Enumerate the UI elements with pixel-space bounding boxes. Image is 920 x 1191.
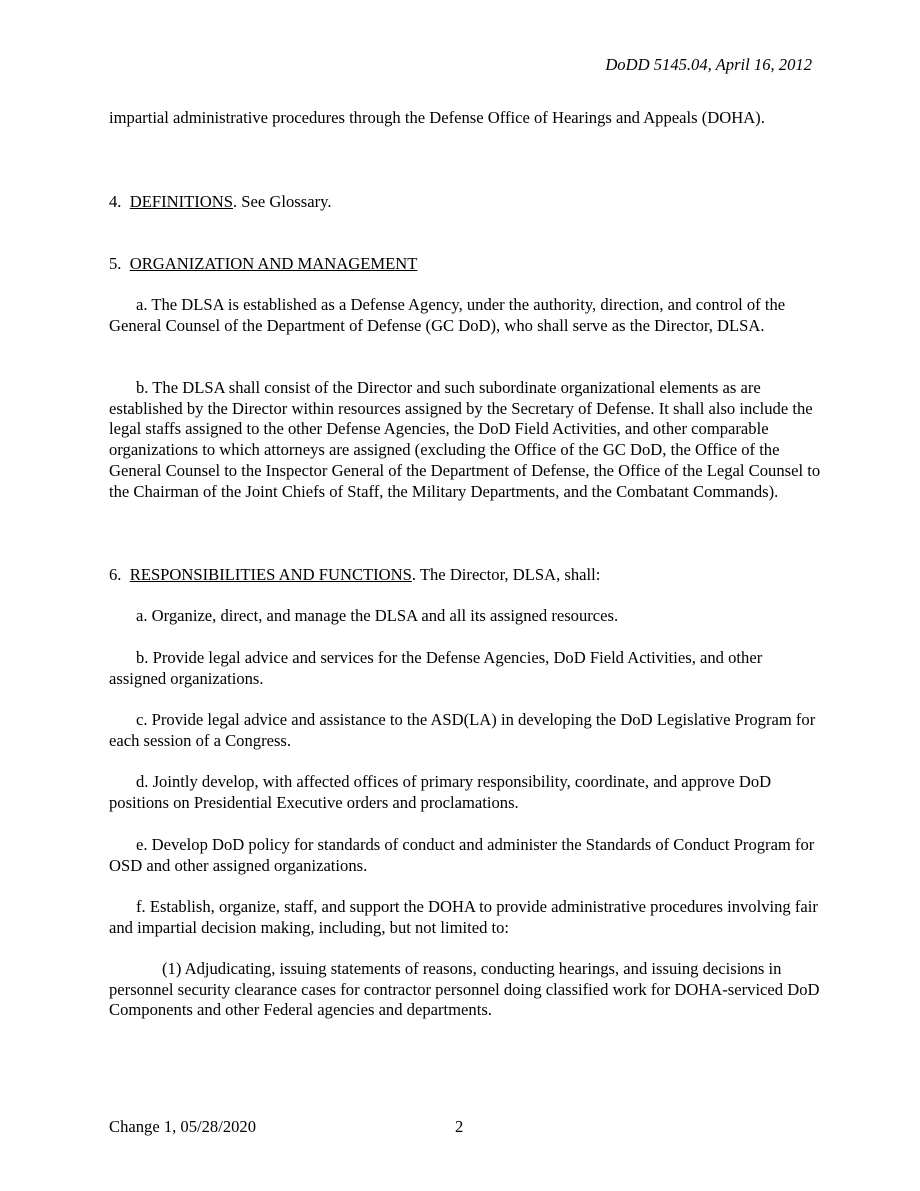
section-6-intro: . The Director, DLSA, shall: <box>411 565 601 584</box>
footer-change-note: Change 1, 05/28/2020 <box>109 1117 257 1136</box>
section-5-title: ORGANIZATION AND MANAGEMENT <box>129 254 418 273</box>
section-6-heading <box>109 565 821 586</box>
section-6f1-paragraph: (1) Adjudicating, issuing statements of reasons, conducting hearings, and issuing decisions in personnel security clearance cases for contractor personnel doing classified work for DOHA-serviced DoD Components and other Federal agencies and departments. <box>109 959 820 1020</box>
continuation-paragraph: impartial administrative procedures through the Defense Office of Hearings and Appeals (DOHA). <box>109 108 765 127</box>
section-6a-paragraph: a. Organize, direct, and manage the DLSA and all its assigned resources. <box>136 606 619 625</box>
section-6e-paragraph: e. Develop DoD policy for standards of conduct and administer the Standards of Conduct Program for OSD and other assigned organizations. <box>109 835 815 875</box>
section-4-heading <box>109 192 821 213</box>
section-6d-paragraph: d. Jointly develop, with affected offices of primary responsibility, coordinate, and approve DoD positions on Presidential Executive orders and proclamations. <box>109 772 772 812</box>
section-6-title: RESPONSIBILITIES AND FUNCTIONS <box>129 565 412 584</box>
section-6b-paragraph: b. Provide legal advice and services for the Defense Agencies, DoD Field Activities, and other assigned organizations. <box>109 648 763 688</box>
footer-page-number: 2 <box>455 1117 464 1136</box>
section-4-number: 4. <box>109 192 122 211</box>
section-4-text: . See Glossary. <box>233 192 332 211</box>
section-6f-paragraph: f. Establish, organize, staff, and support the DOHA to provide administrative procedures involving fair and impartial decision making, including, but not limited to: <box>109 897 818 937</box>
section-5b-paragraph: b. The DLSA shall consist of the Director and such subordinate organizational elements as are established by the Director within resources assigned by the Secretary of Defense. It shall also include the legal staffs assigned to the other Defense Agencies, the DoD Field Activities, and other comparable organizations to which attorneys are assigned (excluding the Office of the GC DoD, the Office of the General Counsel to the Inspector General of the Department of Defense, the Office of the Legal Counsel to the Chairman of the Joint Chiefs of Staff, the Military Departments, and the Combatant Commands). <box>109 378 821 501</box>
section-5-heading <box>109 254 821 275</box>
section-4-title: DEFINITIONS <box>129 192 233 211</box>
section-6c-paragraph: c. Provide legal advice and assistance to the ASD(LA) in developing the DoD Legislative Program for each session of a Congress. <box>109 710 816 750</box>
document-header: DoDD 5145.04, April 16, 2012 <box>605 55 812 74</box>
section-5-number: 5. <box>109 254 122 273</box>
section-5a-paragraph: a. The DLSA is established as a Defense Agency, under the authority, direction, and control of the General Counsel of the Department of Defense (GC DoD), who shall serve as the Director, DLSA. <box>109 295 786 335</box>
section-6-number: 6. <box>109 565 122 584</box>
